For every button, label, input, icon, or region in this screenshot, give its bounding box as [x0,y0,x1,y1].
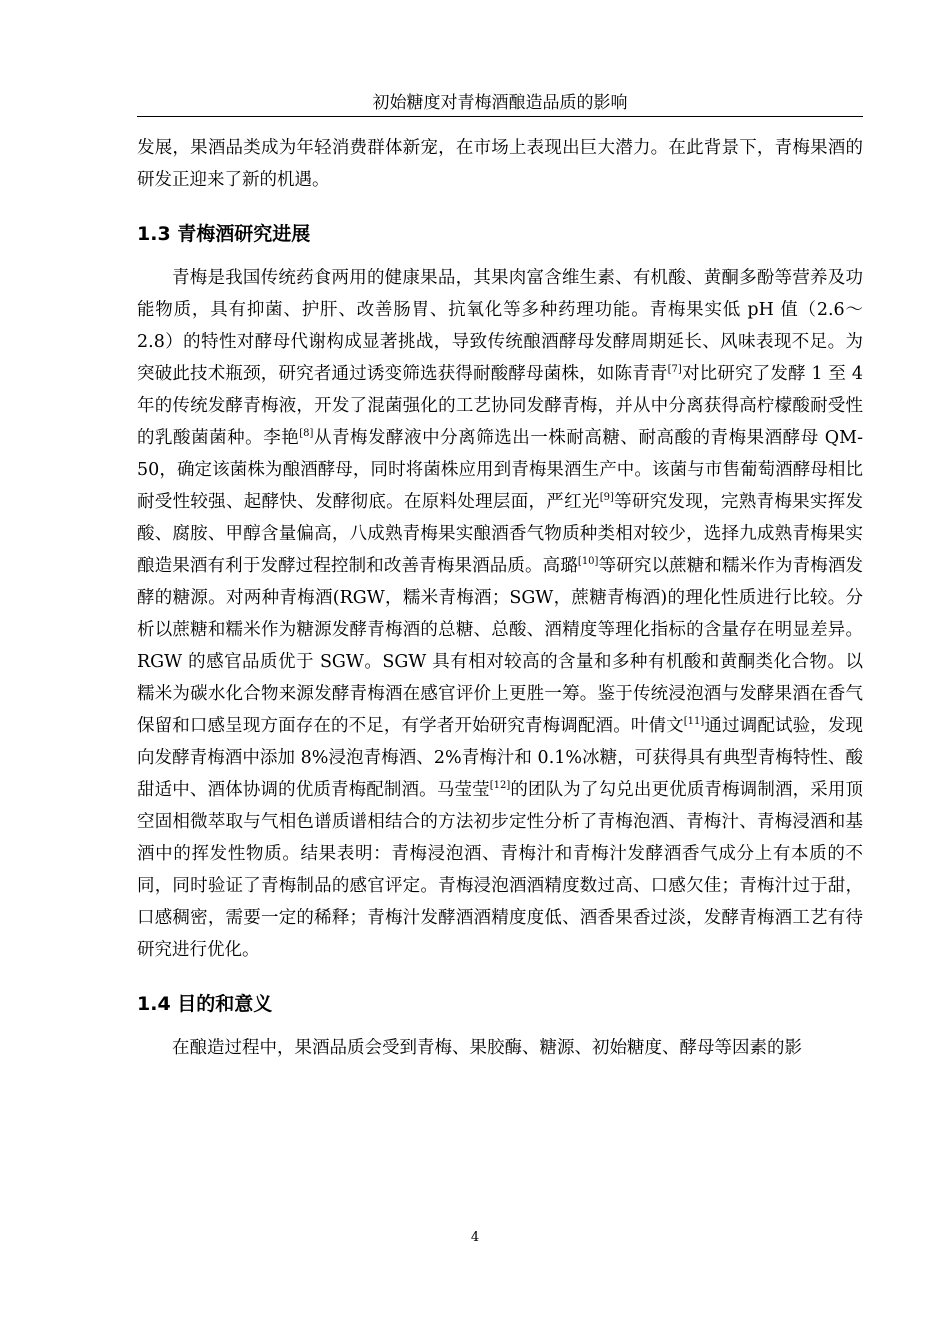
paragraph-purpose: 在酿造过程中，果酒品质会受到青梅、果胶酶、糖源、初始糖度、酵母等因素的影 [172,1038,802,1058]
citation-9: [9] [599,492,614,504]
citation-12: [12] [489,780,511,792]
intro-paragraph: 发展，果酒品类成为年轻消费群体新宠，在市场上表现出巨大潜力。在此背景下，青梅果酒的研发正迎来了新的机遇。 [137,138,863,190]
section-heading-1-4: 1.4 目的和意义 [137,993,273,1015]
header-rule [137,116,863,117]
text-run: 等研究以蔗糖和糯米作为青梅酒发酵的糖源。对两种青梅酒(RGW，糯米青梅酒；SGW，蔗糖青梅酒)的理化性质进行比较。分析以蔗糖和糯米作为糖源发酵青梅酒的总糖、总酸、酒精度等理化指标的含量存在明显差异。RGW 的感官品质优于 SGW。SGW 具有相对较高的含量和多种有机酸和黄酮类化合物。以糯米为碳水化合物来源发酵青梅酒在感官评价上更胜一筹。鉴于传统浸泡酒与发酵果酒在香气保留和口感呈现方面存在的不足，有学者开始研究青梅调配酒。叶倩文 [137,556,864,736]
citation-10: [10] [577,556,599,568]
text-run: 从青梅发酵液中分离筛选出一株耐高糖、耐高酸的青梅果酒酵母 QM-50，确定该菌株为酿酒酵母，同时将菌株应用到青梅果酒生产中。该菌与市售葡萄酒酵母相比耐受性较强、起酵快、发酵彻底。在原料处理层面，严红光 [137,428,863,512]
citation-7: [7] [667,364,682,376]
section-heading-1-3: 1.3 青梅酒研究进展 [137,223,311,245]
text-run: 通过调配试验，发现向发酵青梅酒中添加 8%浸泡青梅酒、2%青梅汁和 0.1%冰糖，可获得具有典型青梅特性、酸甜适中、酒体协调的优质青梅配制酒。马莹莹 [137,716,864,800]
text-run: 的团队为了勾兑出更优质青梅调制酒，采用顶空固相微萃取与气相色谱质谱相结合的方法初步定性分析了青梅泡酒、青梅汁、青梅浸酒和基酒中的挥发性物质。结果表明：青梅浸泡酒、青梅汁和青梅汁发酵酒香气成分上有本质的不同，同时验证了青梅制品的感官评定。青梅浸泡酒酒精度数过高、口感欠佳；青梅汁过于甜，口感稠密，需要一定的稀释；青梅汁发酵酒酒精度度低、酒香果香过淡，发酵青梅酒工艺有待研究进行优化。 [137,780,863,960]
text-run: 对比研究了发酵 1 至 4 年的传统发酵青梅液，开发了混菌强化的工艺协同发酵青梅，并从中分离获得高柠檬酸耐受性的乳酸菌菌种。李艳 [137,364,863,448]
text-run: 等研究发现，完熟青梅果实挥发酸、腐胺、甲醇含量偏高，八成熟青梅果实酿酒香气物质种类相对较少，选择九成熟青梅果实酿造果酒有利于发酵过程控制和改善青梅果酒品质。高璐 [137,492,863,576]
text-run: 青梅是我国传统药食两用的健康果品，其果肉富含维生素、有机酸、黄酮多酚等营养及功能物质，具有抑菌、护肝、改善肠胃、抗氧化等多种药理功能。青梅果实低 pH 值（2.6～2.8）的特性对酵母代谢构成显著挑战，导致传统酿酒酵母发酵周期延长、风味表现不足。为突破此技术瓶颈，研究者通过诱变筛选获得耐酸酵母菌株，如陈青青 [137,268,863,384]
page-number: 4 [470,1230,480,1245]
citation-8: [8] [299,428,314,440]
page-body [137,132,863,1064]
running-header: 初始糖度对青梅酒酿造品质的影响 [372,93,628,113]
citation-11: [11] [683,716,705,728]
paragraph-research-progress [137,262,863,966]
